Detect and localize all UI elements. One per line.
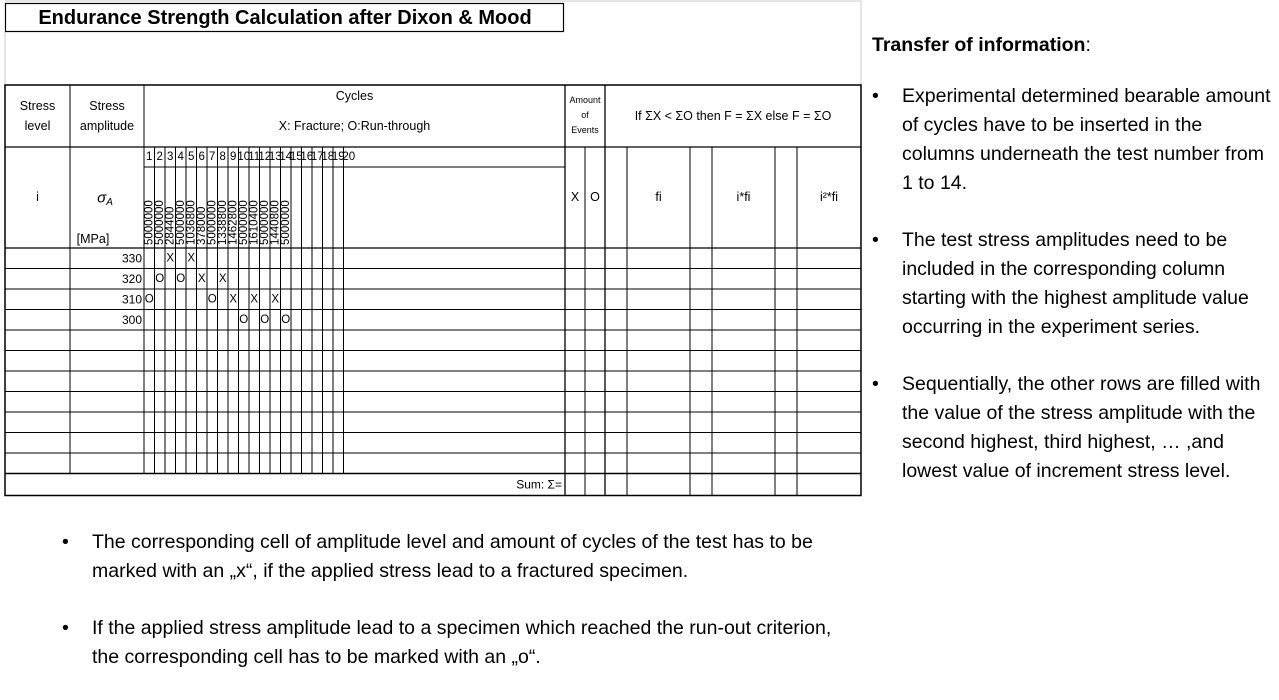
cell-mark: O — [144, 293, 154, 306]
bullet-icon: • — [872, 373, 879, 395]
sheet-text-layer — [20, 7, 838, 492]
cycle-value: 5000000 — [174, 200, 187, 245]
info-title-colon: : — [1085, 34, 1091, 56]
info-item — [872, 370, 1277, 486]
test-number: 20 — [342, 151, 356, 163]
test-number: 2 — [156, 151, 163, 163]
header-cycles: Cycles — [335, 89, 374, 103]
note-item — [62, 614, 862, 672]
cell-mark: X — [218, 272, 227, 285]
cell-mark: X — [271, 293, 280, 306]
header-x: X — [570, 190, 580, 204]
header-o: O — [590, 190, 600, 204]
cycle-value: 1338800 — [216, 200, 229, 245]
notes-list — [62, 528, 862, 672]
test-number: 9 — [230, 151, 237, 163]
info-item-text: Sequentially, the other rows are filled with the value of the stress amplitude with the second highest, third highest, … ,and lowest value of increment stress level. — [902, 373, 1261, 482]
cell-mark: O — [239, 313, 249, 326]
test-number: 13 — [268, 151, 282, 163]
test-number: 19 — [331, 151, 345, 163]
header-sigma-sub: A — [106, 196, 113, 208]
test-number: 14 — [279, 151, 293, 163]
info-item — [872, 226, 1277, 342]
header-cycles-legend: X: Fracture; O:Run-through — [278, 119, 431, 133]
info-list — [872, 82, 1277, 486]
test-number: 15 — [289, 151, 303, 163]
bullet-icon: • — [62, 617, 69, 639]
test-number: 5 — [188, 151, 195, 163]
bullet-icon: • — [872, 85, 879, 107]
bullet-icon: • — [872, 229, 879, 251]
cycle-value: 378000 — [195, 206, 208, 245]
cell-mark: X — [250, 293, 259, 306]
cell-mark: O — [155, 272, 165, 285]
row-amplitude: 320 — [121, 271, 142, 286]
header-i: i — [36, 190, 39, 204]
header-stress-amplitude: amplitude — [79, 119, 135, 133]
test-number: 16 — [300, 151, 314, 163]
info-title-text: Transfer of information — [872, 34, 1086, 56]
note-item-text: If the applied stress amplitude lead to a specimen which reached the run-out criterion, the corresponding cell has to be marked with an „o“. — [92, 617, 832, 668]
row-amplitude: 330 — [121, 251, 142, 266]
cycle-value: 1440800 — [269, 200, 282, 245]
header-unit: [MPa] — [76, 232, 110, 246]
info-item — [872, 82, 1277, 198]
header-stress-level: level — [24, 119, 51, 133]
notes-panel — [62, 528, 862, 700]
cell-mark: O — [207, 293, 217, 306]
row-amplitude: 300 — [121, 312, 142, 327]
info-panel — [872, 31, 1277, 514]
cycle-value: 5000000 — [143, 200, 156, 245]
note-item — [62, 528, 862, 586]
bullet-icon: • — [62, 531, 69, 553]
test-number: 10 — [237, 151, 251, 163]
cycle-value: 5000000 — [206, 200, 219, 245]
test-number: 6 — [198, 151, 205, 163]
cell-mark: O — [281, 313, 291, 326]
note-item-text: The corresponding cell of amplitude level and amount of cycles of the test has to be marked with an „x“, if the applied stress lead to a fractured specimen. — [92, 531, 813, 582]
test-number: 4 — [177, 151, 184, 163]
test-number: 11 — [248, 151, 261, 163]
sheet-grid — [5, 1, 861, 496]
cell-mark: O — [176, 272, 186, 285]
test-number: 1 — [146, 151, 153, 163]
cycle-value: 5000000 — [258, 200, 271, 245]
cell-mark: X — [166, 252, 175, 265]
cell-mark: X — [187, 252, 196, 265]
test-number: 18 — [321, 151, 335, 163]
cycle-value: 284400 — [164, 206, 177, 245]
header-i2fi: i²*fi — [819, 190, 839, 204]
header-stress-amplitude: Stress — [89, 99, 125, 113]
test-number: 8 — [219, 151, 226, 163]
header-formula: If ΣX < ΣO then F = ΣX else F = ΣO — [634, 109, 832, 123]
cycle-value: 1036800 — [185, 200, 198, 245]
cycle-value: 5000000 — [153, 200, 166, 245]
cycle-value: 5000000 — [279, 200, 292, 245]
cycle-value: 1610400 — [248, 200, 261, 245]
header-sigma: $\sigma_A$ — [97, 189, 113, 208]
sheet-title: Endurance Strength Calculation after Dixon & Mood — [38, 7, 532, 29]
row-amplitude: 310 — [121, 292, 142, 307]
header-ifi: i*fi — [736, 190, 751, 204]
test-number: 12 — [258, 151, 272, 163]
cell-mark: O — [260, 313, 270, 326]
cell-mark: X — [197, 272, 206, 285]
info-item-text: Experimental determined bearable amount of cycles have to be inserted in the columns underneath the test number from 1 to 14. — [902, 85, 1271, 194]
header-events: Events — [571, 125, 599, 135]
cycle-value: 5000000 — [237, 200, 250, 245]
header-stress-level: Stress — [19, 99, 56, 113]
test-number: 7 — [209, 151, 216, 163]
header-events: of — [581, 110, 589, 120]
header-fi: fi — [655, 190, 662, 204]
header-events: Amount — [569, 95, 601, 105]
info-item-text: The test stress amplitudes need to be included in the corresponding column starting with the highest amplitude value occurring in the experiment series. — [902, 229, 1249, 338]
cycle-value: 1462800 — [227, 200, 240, 245]
test-number: 3 — [167, 151, 174, 163]
sum-label: Sum: Σ= — [516, 477, 562, 492]
test-number: 17 — [310, 151, 324, 163]
cell-mark: X — [229, 293, 238, 306]
info-title — [872, 31, 1277, 60]
